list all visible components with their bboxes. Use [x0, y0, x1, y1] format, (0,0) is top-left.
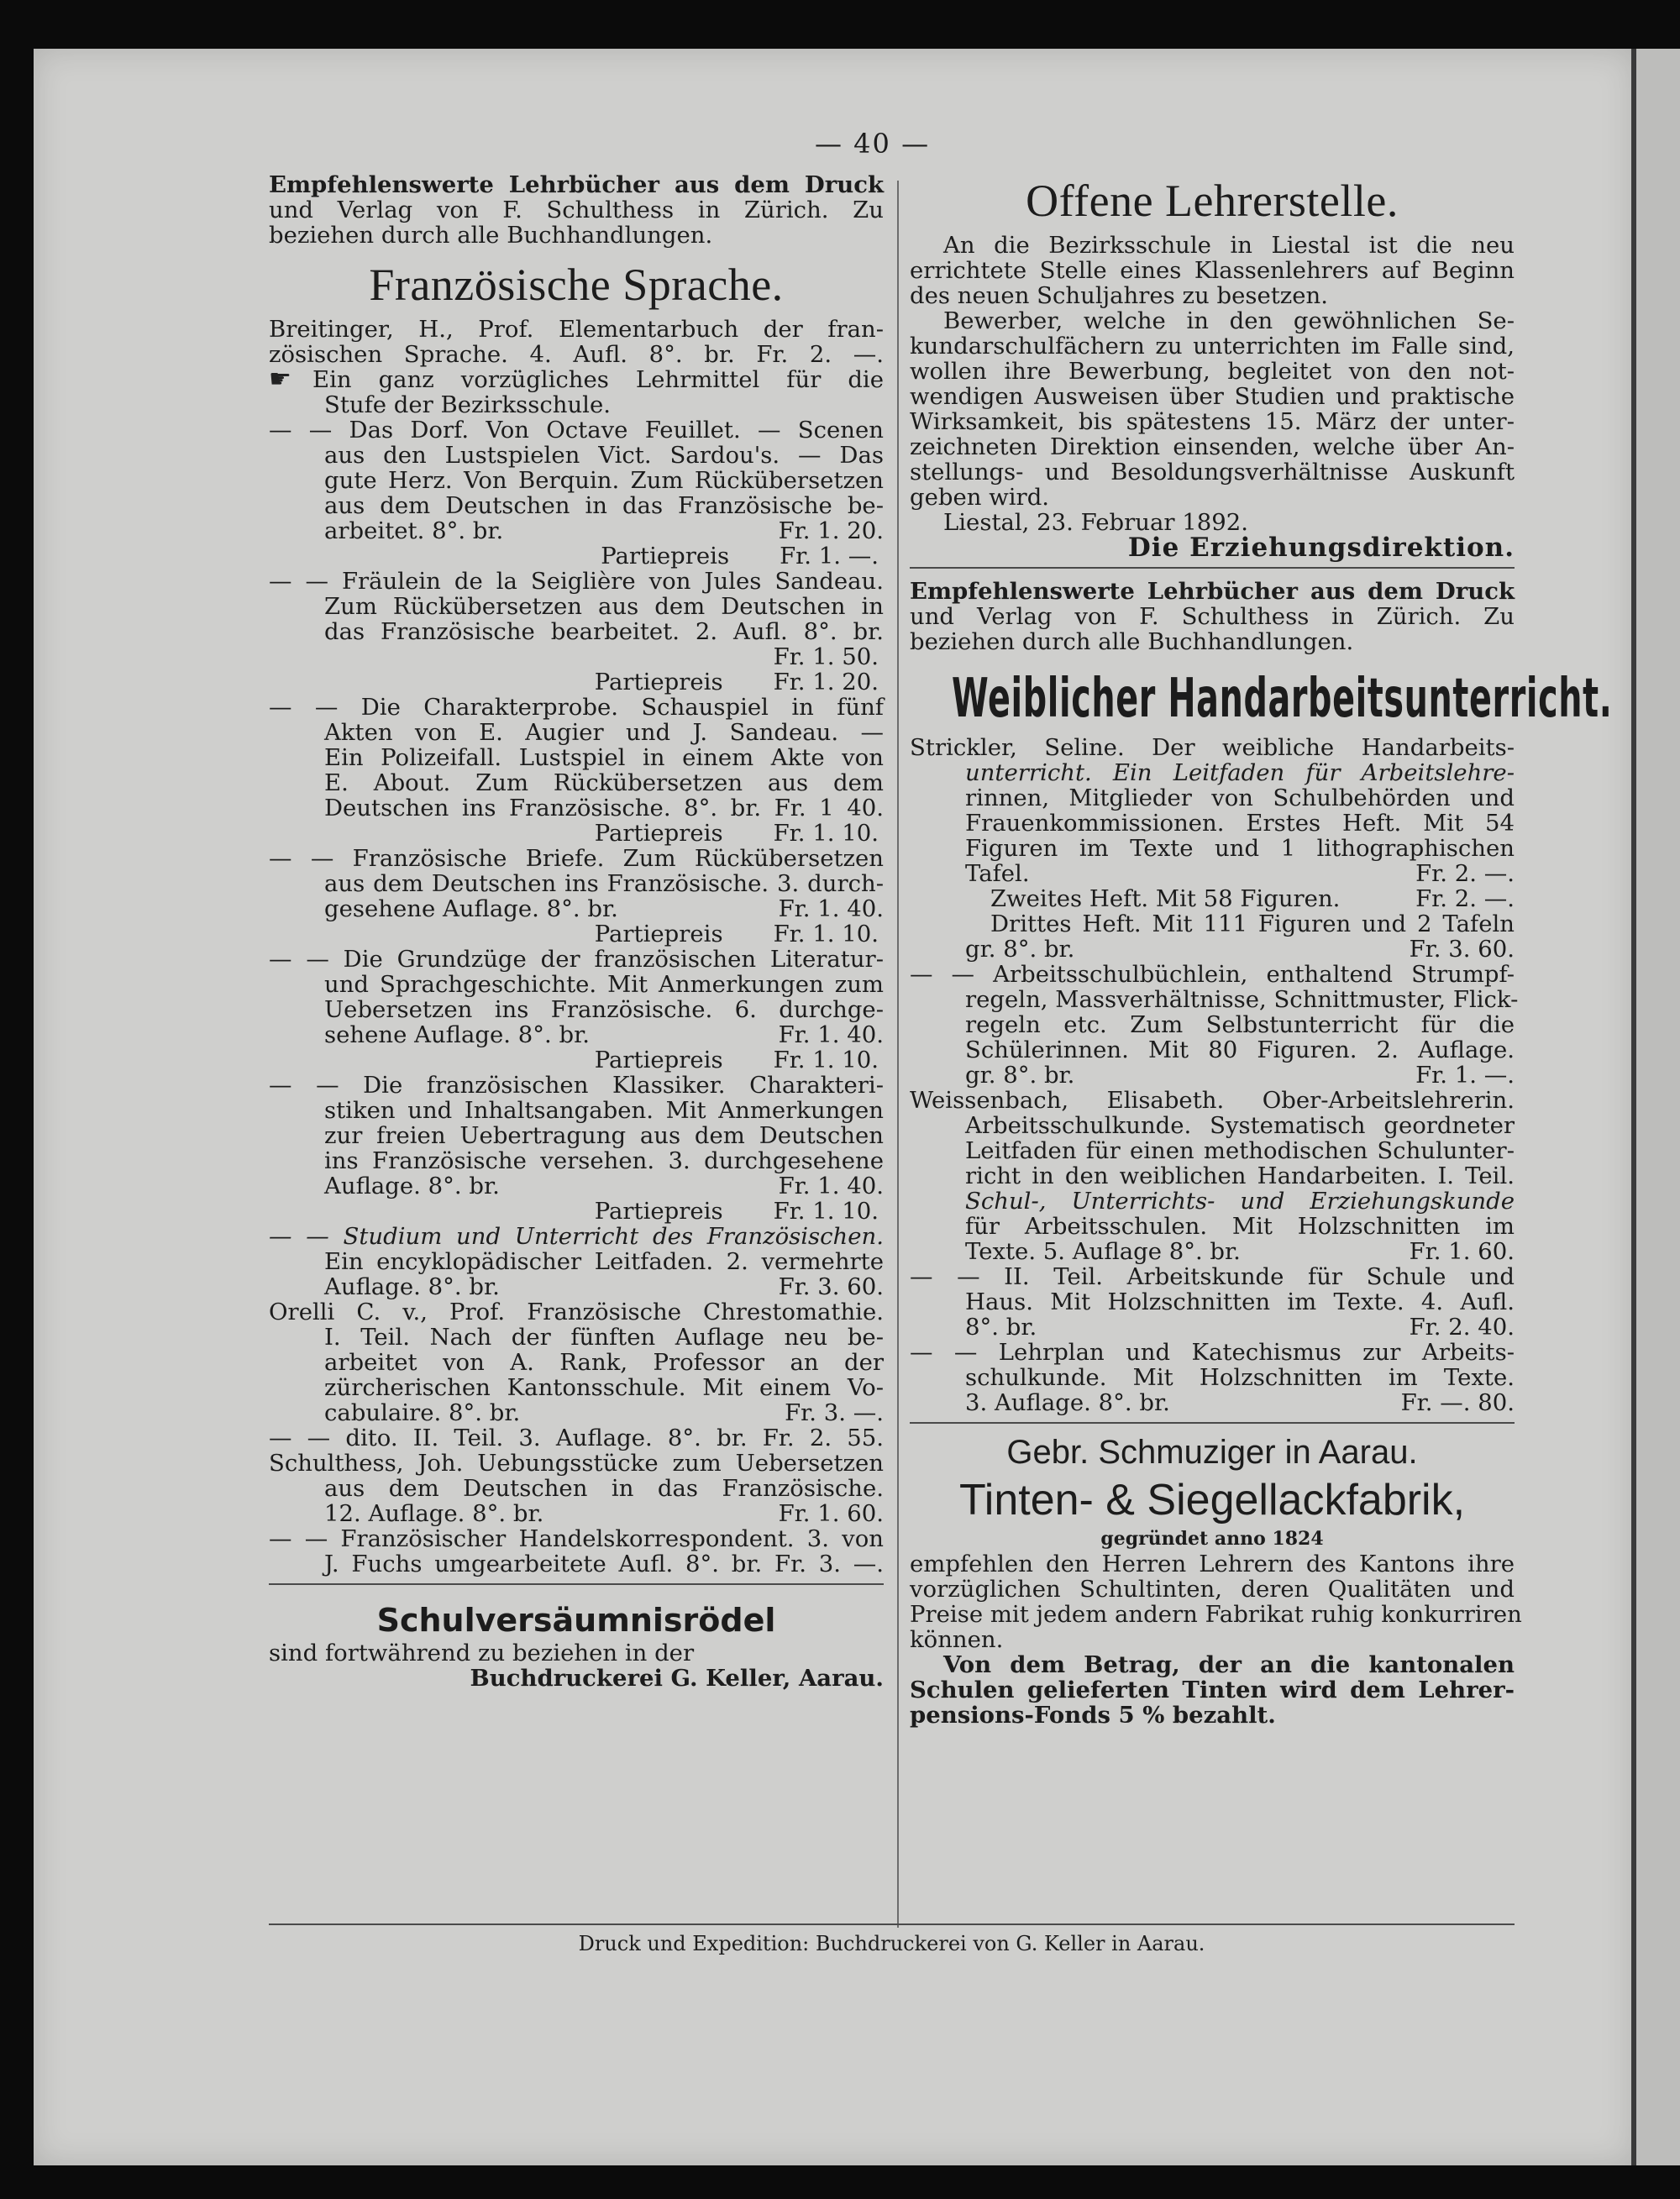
- partie-price-line: Partiepreis Fr. 1. 10.: [594, 820, 879, 847]
- book-entry-line: zur freien Uebertragung aus dem Deutschen: [324, 1122, 884, 1149]
- book-entry-line: — — Die Grundzüge der französischen Literatur-: [269, 946, 884, 973]
- intro-line: und Verlag von F. Schulthess in Zürich. Zu: [269, 197, 884, 223]
- book-entry-line: gute Herz. Von Berquin. Zum Rückübersetzen: [324, 467, 884, 494]
- firm-line: vorzüglichen Schultinten, deren Qualitäten und: [910, 1576, 1515, 1603]
- book-entry-line: regeln etc. Zum Selbstunterricht für die: [965, 1011, 1515, 1038]
- firm-line: pensions-Fonds 5 % bezahlt.: [910, 1702, 1276, 1729]
- partie-price-line: Partiepreis Fr. 1. —.: [601, 543, 879, 569]
- book-entry-line: zösischen Sprache. 4. Aufl. 8°. br. Fr. 2. —.: [269, 341, 884, 368]
- book-entry-line: Zum Rückübersetzen aus dem Deutschen in: [324, 593, 884, 620]
- book-entry-line: — — Das Dorf. Von Octave Feuillet. — Scenen: [269, 417, 884, 443]
- price-line: 3. Auflage. 8°. br. Fr. —. 80.: [965, 1389, 1515, 1416]
- book-entry-line: Frauenkommissionen. Erstes Heft. Mit 54: [965, 810, 1515, 837]
- book-entry-line: — — Französischer Handelskorrespondent. 3. von: [269, 1525, 884, 1552]
- partie-price-line: Partiepreis Fr. 1. 10.: [594, 1198, 879, 1225]
- book-entry-line: aus dem Deutschen in das Französische be-: [324, 492, 884, 519]
- publisher-intro: [269, 172, 884, 248]
- firm-line: können.: [910, 1626, 1004, 1653]
- book-entry-line: — — Französische Briefe. Zum Rückübersetzen: [269, 845, 884, 872]
- column-divider: [897, 181, 899, 1928]
- book-entry-line: Ein Polizeifall. Lustspiel in einem Akte von: [324, 744, 884, 771]
- section-rule: [269, 1583, 884, 1585]
- price-line: sehene Auflage. 8°. br. Fr. 1. 40.: [324, 1021, 884, 1048]
- book-entry-line: — — dito. II. Teil. 3. Auflage. 8°. br. Fr. 2. 55.: [269, 1425, 884, 1451]
- price-line: Fr. 1. 50.: [773, 643, 879, 670]
- vacancy-heading: Offene Lehrerstelle.: [1026, 176, 1399, 226]
- book-entry-line: arbeitet von A. Rank, Professor an der: [324, 1349, 884, 1376]
- book-entry-line: schulkunde. Mit Holzschnitten im Texte.: [965, 1364, 1515, 1391]
- vacancy-line: des neuen Schuljahres zu besetzen.: [910, 282, 1328, 309]
- vacancy-date: Liestal, 23. Februar 1892.: [943, 509, 1248, 536]
- book-entry-line: Weissenbach, Elisabeth. Ober-Arbeitslehrerin.: [910, 1087, 1515, 1114]
- book-entry-line: Uebersetzen ins Französische. 6. durchge-: [324, 996, 884, 1023]
- book-entry-line: — — II. Teil. Arbeitskunde für Schule und: [910, 1263, 1515, 1290]
- price-line: gesehene Auflage. 8°. br. Fr. 1. 40.: [324, 895, 884, 922]
- partie-price-line: Partiepreis Fr. 1. 10.: [594, 921, 879, 947]
- price-line: arbeitet. 8°. br. Fr. 1. 20.: [324, 517, 884, 544]
- book-entry-line: ins Französische versehen. 3. durchgesehene: [324, 1147, 884, 1174]
- price-line: gr. 8°. br. Fr. 3. 60.: [965, 936, 1515, 963]
- book-entry-line: Drittes Heft. Mit 111 Figuren und 2 Tafeln: [990, 911, 1515, 937]
- intro-line: und Verlag von F. Schulthess in Zürich. Zu: [910, 603, 1515, 630]
- book-entry-line: Ein encyklopädischer Leitfaden. 2. vermehrte: [324, 1248, 884, 1275]
- vacancy-line: errichtete Stelle eines Klassenlehrers auf Beginn: [910, 257, 1515, 284]
- firm-line: Preise mit jedem andern Fabrikat ruhig konkurriren: [910, 1601, 1522, 1628]
- firm-line: Schulen gelieferten Tinten wird dem Lehrer-: [910, 1677, 1515, 1703]
- book-entry-line: aus den Lustspielen Vict. Sardou's. — Das: [324, 442, 884, 469]
- section-rule: [910, 567, 1515, 569]
- book-entry-line: unterricht. Ein Leitfaden für Arbeitslehre-: [965, 759, 1515, 786]
- book-entry-line: Deutschen ins Französische. 8°. br. Fr. 1 40.: [324, 795, 884, 821]
- vacancy-line: stellungs- und Besoldungsverhältnisse Auskunft: [910, 459, 1515, 485]
- firm-line: empfehlen den Herren Lehrern des Kantons ihre: [910, 1551, 1515, 1577]
- price-line: 12. Auflage. 8°. br. Fr. 1. 60.: [324, 1500, 884, 1527]
- price-line: Auflage. 8°. br. Fr. 1. 40.: [324, 1173, 884, 1199]
- firm-title: Tinten- & Siegellackfabrik,: [958, 1476, 1466, 1525]
- price-line: cabulaire. 8°. br. Fr. 3. —.: [324, 1399, 884, 1426]
- book-entry-line: I. Teil. Nach der fünften Auflage neu be-: [324, 1324, 884, 1351]
- book-entry-line: — — Studium und Unterricht des Französischen.: [269, 1223, 884, 1250]
- imprint-footer: Druck und Expedition: Buchdruckerei von G. Keller in Aarau.: [578, 1932, 1205, 1955]
- book-entry-line: Schülerinnen. Mit 80 Figuren. 2. Auflage.: [965, 1037, 1515, 1063]
- book-entry-line: und Sprachgeschichte. Mit Anmerkungen zum: [324, 971, 884, 998]
- book-entry-line: regeln, Massverhältnisse, Schnittmuster, Flick-: [965, 986, 1519, 1013]
- book-entry-line: Strickler, Seline. Der weibliche Handarbeits-: [910, 734, 1515, 761]
- book-entry-line: J. Fuchs umgearbeitete Aufl. 8°. br. Fr. 3. —.: [324, 1551, 884, 1577]
- footer-rule: [269, 1923, 1515, 1925]
- partie-price-line: Partiepreis Fr. 1. 10.: [594, 1047, 879, 1073]
- section-heading: Weiblicher Handarbeitsunterricht.: [952, 668, 1613, 730]
- book-entry-line: für Arbeitsschulen. Mit Holzschnitten im: [965, 1213, 1515, 1240]
- firm-line: Von dem Betrag, der an die kantonalen: [943, 1651, 1515, 1678]
- book-entry-line: aus dem Deutschen ins Französische. 3. durch-: [324, 870, 884, 897]
- partie-price-line: Partiepreis Fr. 1. 20.: [594, 669, 879, 695]
- vacancy-line: wollen ihre Bewerbung, begleitet von den not-: [910, 358, 1515, 385]
- price-line: Texte. 5. Auflage 8°. br. Fr. 1. 60.: [965, 1238, 1515, 1265]
- page-number: — 40 —: [815, 128, 931, 160]
- price-line: Auflage. 8°. br. Fr. 3. 60.: [324, 1273, 884, 1300]
- price-line: Tafel. Fr. 2. —.: [965, 860, 1515, 887]
- vacancy-line: wendigen Ausweisen über Studien und praktische: [910, 383, 1515, 410]
- book-entry-line: Orelli C. v., Prof. Französische Chrestomathie.: [269, 1299, 884, 1325]
- vacancy-line: Bewerber, welche in den gewöhnlichen Se-: [943, 307, 1515, 334]
- section-rule: [910, 1422, 1515, 1424]
- left-column: [269, 172, 884, 1691]
- book-entry-line: Leitfaden für einen methodischen Schulunter-: [965, 1137, 1515, 1164]
- book-entry-line: stiken und Inhaltsangaben. Mit Anmerkungen: [324, 1097, 884, 1124]
- book-entry-line: — — Die Charakterprobe. Schauspiel in fünf: [269, 694, 884, 721]
- book-entry-line: Figuren im Texte und 1 lithographischen: [965, 835, 1515, 862]
- right-column: [910, 172, 1613, 1729]
- book-entry-line: — — Die französischen Klassiker. Charakteri-: [269, 1072, 884, 1099]
- price-line: 8°. br. Fr. 2. 40.: [965, 1314, 1515, 1341]
- book-entry-line: Schul-, Unterrichts- und Erziehungskunde: [965, 1188, 1515, 1215]
- intro-line: Empfehlenswerte Lehrbücher aus dem Druck: [910, 578, 1515, 605]
- vacancy-signature: Die Erziehungsdirektion.: [1127, 533, 1515, 563]
- book-entry-line: rinnen, Mitglieder von Schulbehörden und: [965, 785, 1515, 811]
- book-entry-line: Stufe der Bezirksschule.: [324, 391, 611, 418]
- book-entry-line: Akten von E. Augier und J. Sandeau. —: [324, 719, 884, 746]
- firm-founded: gegründet anno 1824: [1100, 1528, 1324, 1550]
- vacancy-line: zeichneten Direktion einsenden, welche über An-: [910, 433, 1515, 460]
- section-heading: Französische Sprache.: [369, 260, 784, 310]
- intro-line: beziehen durch alle Buchhandlungen.: [269, 222, 713, 249]
- vacancy-line: geben wird.: [910, 484, 1050, 511]
- vacancy-line: Wirksamkeit, bis spätestens 15. März der unter-: [910, 408, 1515, 435]
- intro-line: Empfehlenswerte Lehrbücher aus dem Druck: [269, 171, 884, 198]
- book-entry-line: Haus. Mit Holzschnitten im Texte. 4. Aufl.: [965, 1288, 1515, 1315]
- notice-line: sind fortwährend zu beziehen in der: [269, 1640, 695, 1666]
- firm-name: Gebr. Schmuziger in Aarau.: [1006, 1434, 1418, 1471]
- price-line: gr. 8°. br. Fr. 1. —.: [965, 1062, 1515, 1089]
- book-entry-line: — — Arbeitsschulbüchlein, enthaltend Strumpf-: [910, 961, 1515, 988]
- book-entry-line: zürcherischen Kantonsschule. Mit einem Vo-: [324, 1374, 884, 1401]
- notice-line: Buchdruckerei G. Keller, Aarau.: [470, 1665, 884, 1692]
- book-entry-line: Schulthess, Joh. Uebungsstücke zum Uebersetzen: [269, 1450, 884, 1477]
- book-entry-line: Breitinger, H., Prof. Elementarbuch der fran-: [269, 316, 884, 343]
- publisher-intro: [910, 579, 1515, 654]
- price-line: Zweites Heft. Mit 58 Figuren. Fr. 2. —.: [990, 885, 1515, 912]
- book-entry-line: richt in den weiblichen Handarbeiten. I. Teil.: [965, 1162, 1515, 1189]
- vacancy-line: An die Bezirksschule in Liestal ist die neu: [943, 232, 1515, 259]
- book-entry-line: E. About. Zum Rückübersetzen aus dem: [324, 769, 884, 796]
- book-entry-line: ☛ Ein ganz vorzügliches Lehrmittel für die: [269, 365, 884, 394]
- vacancy-line: kundarschulfächern zu unterrichten im Falle sind,: [910, 333, 1515, 360]
- page-edge: [1631, 49, 1680, 2165]
- notice-heading: Schulversäumnisrödel: [376, 1602, 776, 1639]
- book-entry-line: — — Fräulein de la Seiglière von Jules Sandeau.: [269, 568, 884, 595]
- book-entry-line: aus dem Deutschen in das Französische.: [324, 1475, 884, 1502]
- book-entry-line: Arbeitsschulkunde. Systematisch geordneter: [965, 1112, 1515, 1139]
- pointing-hand-icon: ☛: [269, 365, 291, 394]
- intro-line: beziehen durch alle Buchhandlungen.: [910, 628, 1354, 655]
- book-entry-line: das Französische bearbeitet. 2. Aufl. 8°. br.: [324, 618, 884, 645]
- book-entry-line: — — Lehrplan und Katechismus zur Arbeits-: [910, 1339, 1515, 1366]
